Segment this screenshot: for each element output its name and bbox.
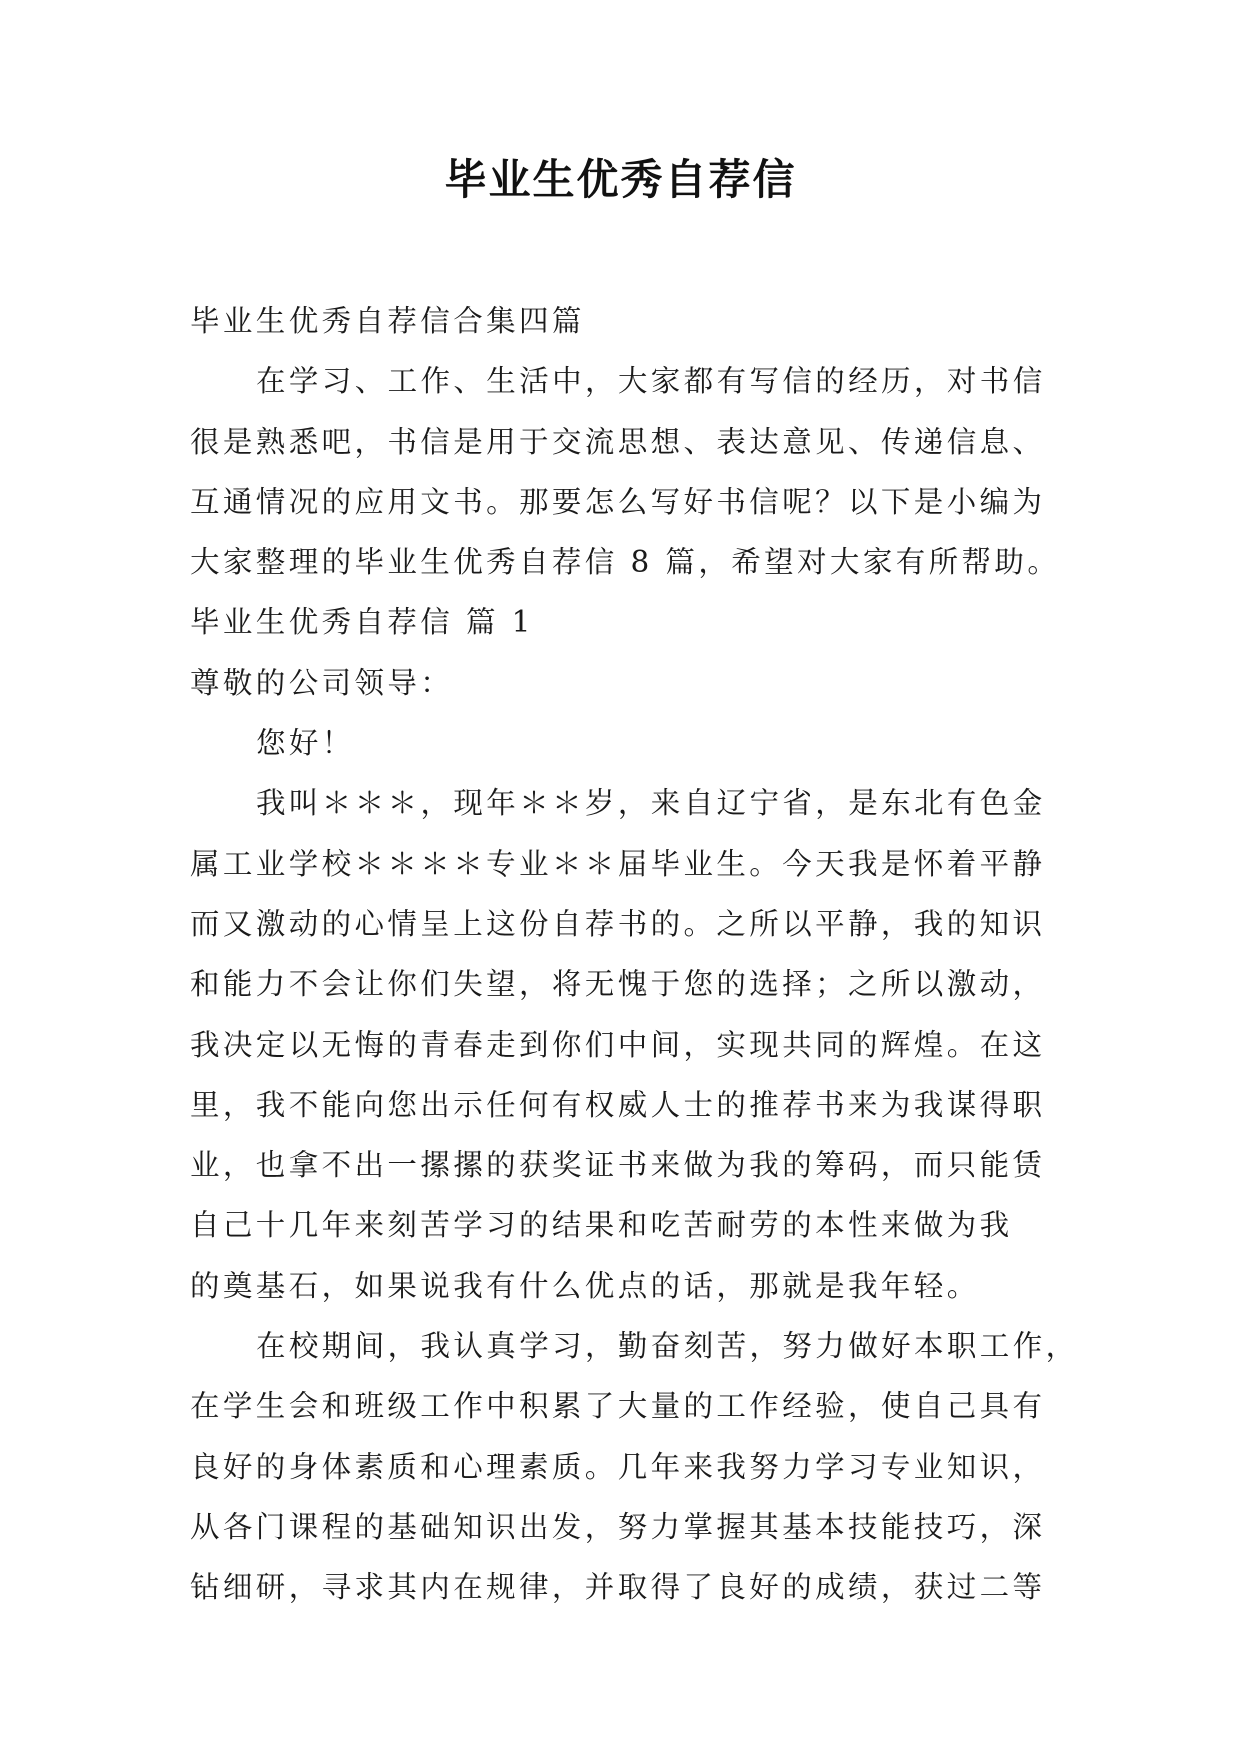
text-line: 从各门课程的基础知识出发，努力掌握其基本技能技巧，深 xyxy=(190,1509,1046,1544)
text-line: 在学习、工作、生活中，大家都有写信的经历，对书信 xyxy=(256,364,1046,399)
text-line: 毕业生优秀自荐信合集四篇 xyxy=(190,304,585,338)
text-line: 里，我不能向您出示任何有权威人士的推荐书来为我谋得职 xyxy=(190,1087,1046,1122)
text-line: 大家整理的毕业生优秀自荐信 8 篇，希望对大家有所帮助。 xyxy=(190,545,1061,580)
text-line: 的奠基石，如果说我有什么优点的话，那就是我年轻。 xyxy=(190,1268,980,1303)
text-line: 和能力不会让你们失望，将无愧于您的选择；之所以激动， xyxy=(190,967,1046,1002)
text-line: 而又激动的心情呈上这份自荐书的。之所以平静，我的知识 xyxy=(190,906,1046,941)
text-line: 您好！ xyxy=(256,726,355,761)
text-line: 钻细研，寻求其内在规律，并取得了良好的成绩，获过二等 xyxy=(190,1570,1046,1605)
text-line: 互通情况的应用文书。那要怎么写好书信呢？以下是小编为 xyxy=(190,484,1046,519)
text-line: 在校期间，我认真学习，勤奋刻苦，努力做好本职工作， xyxy=(256,1329,1079,1364)
text-line: 很是熟悉吧，书信是用于交流思想、表达意见、传递信息、 xyxy=(190,424,1046,459)
document-title: 毕业生优秀自荐信 xyxy=(444,155,797,204)
document-body xyxy=(190,291,1079,1618)
text-line: 属工业学校＊＊＊＊专业＊＊届毕业生。今天我是怀着平静 xyxy=(190,846,1046,881)
text-line: 在学生会和班级工作中积累了大量的工作经验，使自己具有 xyxy=(190,1389,1046,1424)
text-line: 良好的身体素质和心理素质。几年来我努力学习专业知识， xyxy=(190,1449,1046,1484)
text-line: 毕业生优秀自荐信 篇 1 xyxy=(190,605,534,640)
text-line: 我叫＊＊＊，现年＊＊岁，来自辽宁省，是东北有色金 xyxy=(256,786,1046,821)
text-line: 尊敬的公司领导： xyxy=(190,665,454,700)
text-line: 自己十几年来刻苦学习的结果和吃苦耐劳的本性来做为我 xyxy=(190,1208,1013,1243)
text-line: 业，也拿不出一摞摞的获奖证书来做为我的筹码，而只能赁 xyxy=(190,1148,1046,1183)
text-line: 我决定以无悔的青春走到你们中间，实现共同的辉煌。在这 xyxy=(190,1027,1046,1062)
